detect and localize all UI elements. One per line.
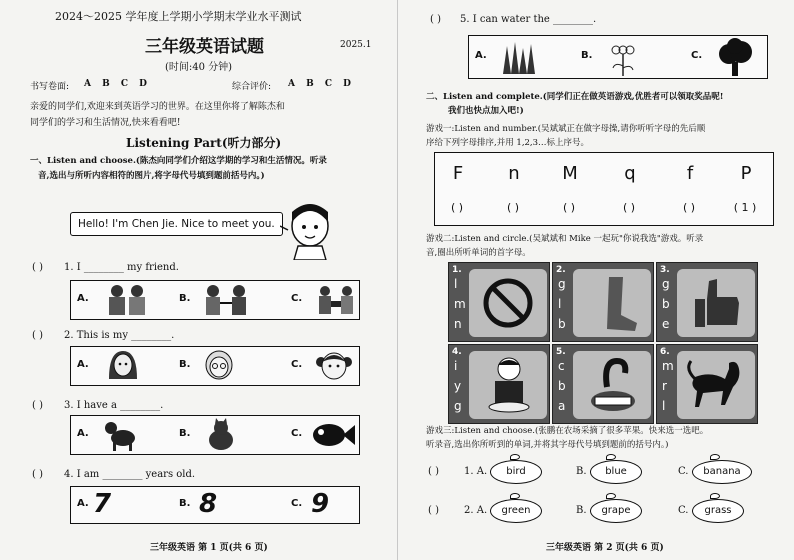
handwriting-grades: A B C D [84,79,147,89]
q2-option-b-label: B. [179,359,191,370]
q1-option-c-label: C. [291,293,303,304]
letter-5: f [686,163,694,184]
letter-2: n [508,163,520,184]
page-1-footer: 三年级英语 第 1 页(共 6 页) [150,543,268,553]
tile-6-letter-2[interactable]: r [662,379,667,393]
letter-6-order-paren[interactable]: ( 1 ) [733,201,757,214]
tile-5-number: 5. [556,347,566,357]
q3-option-a-label: A. [77,428,89,439]
q5-option-b-label: B. [581,50,593,61]
tile-3-letter-2[interactable]: b [662,297,670,311]
tile-4-number: 4. [452,347,462,357]
tile-4-letter-1[interactable]: i [454,359,458,373]
tile-5-letter-1[interactable]: c [558,359,565,373]
apple-q2-number: 2. A. [464,505,488,516]
apple-q1-option-a[interactable]: bird [490,460,542,484]
letter-4: q [624,163,636,184]
tile-1-number: 1. [452,265,462,275]
cat-icon [201,418,241,452]
letter-3: M [562,163,578,184]
tile-1-letter-3[interactable]: n [454,317,462,331]
tile-3-letter-1[interactable]: g [662,277,670,291]
exam-time: (时间:40 分钟) [165,62,233,73]
q2-stem: 2. This is my ________. [64,330,175,341]
letter-6: P [740,163,752,184]
overall-grades: A B C D [288,79,351,89]
letter-4-order-paren[interactable]: ( ) [622,201,636,214]
section-1-instruction-line-1: 一、Listen and choose.(陈杰向同学们介绍这学期的学习和生活情况。听录 [30,156,327,166]
exam-date: 2025.1 [340,40,372,50]
circle-tile-5 [552,344,654,424]
q3-option-c-label: C. [291,428,303,439]
overall-label: 综合评价: [232,82,272,92]
q1-answer-paren[interactable]: ( ) [32,262,43,273]
thumbs-up-icon [689,275,745,333]
tile-2-letter-3[interactable]: b [558,317,566,331]
exam-page-2 [397,0,794,560]
main-title: 三年级英语试题 [145,37,264,57]
q5-options-box [468,35,768,79]
two-friends-icon [103,283,153,317]
apple-q1-number: 1. A. [464,466,488,477]
section-2-instruction-line-1: 二、Listen and complete.(同学们正在做英语游戏,优胜者可以领取奖品呢! [426,92,724,102]
q1-option-b-label: B. [179,293,191,304]
apple-q2-option-c-label: C. [678,505,689,516]
q4-option-a-number: 7 [93,489,112,519]
children-playing-icon [315,283,359,317]
letter-2-order-paren[interactable]: ( ) [506,201,520,214]
tile-1-letter-2[interactable]: m [454,297,466,311]
mother-face-icon [105,349,141,383]
apple-q1-option-c[interactable]: banana [692,460,752,484]
q1-stem: 1. I ________ my friend. [64,262,179,273]
listening-heading: Listening Part(听力部分) [126,136,282,150]
section-2-instruction-line-2: 我们也快点加入吧!) [448,106,524,116]
q4-stem: 4. I am ________ years old. [64,469,196,480]
circle-tile-6 [656,344,758,424]
letter-order-table [434,152,774,226]
tile-2-number: 2. [556,265,566,275]
page-2-footer: 三年级英语 第 2 页(共 6 页) [546,543,664,553]
circle-tile-4 [448,344,550,424]
boy-eating-icon [483,355,535,415]
q5-option-a-label: A. [475,50,487,61]
apple-q1-option-b-label: B. [576,466,587,477]
q4-option-b-number: 8 [199,489,218,519]
game-2-instruction-line-2: 音,圈出所听单词的首字母。 [426,248,531,258]
grandmother-face-icon [201,349,237,383]
letter-1: F [452,163,464,184]
game-3-instruction-line-2: 听录音,选出你所听到的单词,并将其字母代号填到题前的括号内。) [426,440,669,450]
letter-1-order-paren[interactable]: ( ) [450,201,464,214]
tile-6-number: 6. [660,347,670,357]
tree-icon [715,38,755,78]
game-3-instruction-line-1: 游戏三:Listen and choose.(张鹏在农场采摘了很多苹果。快来选一选吧。 [426,426,709,436]
chen-jie-girl-icon [280,200,340,260]
exam-title: 2024～2025 学年度上学期小学期末学业水平测试 [55,10,302,23]
snake-in-basket-icon [585,357,641,415]
tile-5-letter-2[interactable]: b [558,379,566,393]
tile-4-letter-3[interactable]: g [454,399,462,413]
q4-option-c-label: C. [291,498,303,509]
apple-q2-option-c[interactable]: grass [692,499,744,523]
tile-2-letter-2[interactable]: l [558,297,562,311]
q5-option-c-label: C. [691,50,703,61]
circle-tile-1 [448,262,550,342]
apple-q2-option-b[interactable]: grape [590,499,642,523]
q3-stem: 3. I have a ________. [64,400,164,411]
tile-6-letter-3[interactable]: l [662,399,666,413]
sister-face-icon [315,348,353,384]
apple-q1-option-c-label: C. [678,466,689,477]
q2-options-box [70,346,360,386]
apple-q2-answer-paren[interactable]: ( ) [428,505,439,516]
q3-option-b-label: B. [179,428,191,439]
handwriting-label: 书写卷面: [30,82,70,92]
black-cat-icon [685,357,747,415]
q1-option-a-label: A. [77,293,89,304]
q1-options-box [70,280,360,320]
tile-6-letter-1[interactable]: m [662,359,674,373]
tile-5-letter-3[interactable]: a [558,399,566,413]
flower-icon [603,40,643,76]
circle-tile-2 [552,262,654,342]
tile-1-letter-1[interactable]: l [454,277,458,291]
q5-answer-paren[interactable]: ( ) [430,14,441,25]
fish-icon [309,420,357,450]
apple-q1-option-b[interactable]: blue [590,460,642,484]
q2-option-a-label: A. [77,359,89,370]
game-1-instruction-line-1: 游戏一:Listen and number.(吴斌斌正在做字母操,请你听听字母的先后顺 [426,124,706,134]
q4-options-box [70,486,360,524]
speech-bubble: Hello! I'm Chen Jie. Nice to meet you. [70,212,283,236]
tile-2-letter-1[interactable]: g [558,277,566,291]
q4-option-b-label: B. [179,498,191,509]
apple-q2-option-b-label: B. [576,505,587,516]
game-1-instruction-line-2: 序给下列字母排序,并用 1,2,3…标上序号。 [426,138,590,148]
leg-icon [583,275,641,333]
apple-q2-option-a[interactable]: green [490,499,542,523]
intro-line-2: 同学们的学习和生活情况,快来看看吧! [30,118,181,128]
intro-line-1: 亲爱的同学们,欢迎来到英语学习的世界。在这里你将了解陈杰和 [30,102,285,112]
boys-shaking-hands-icon [201,283,251,317]
q4-option-c-number: 9 [311,489,330,519]
q5-stem: 5. I can water the ________. [460,14,597,25]
letter-5-order-paren[interactable]: ( ) [682,201,696,214]
tile-4-letter-2[interactable]: y [454,379,462,393]
tile-3-letter-3[interactable]: e [662,317,670,331]
letter-3-order-paren[interactable]: ( ) [562,201,576,214]
no-sign-icon [481,276,535,330]
q2-option-c-label: C. [291,359,303,370]
q2-answer-paren[interactable]: ( ) [32,330,43,341]
section-1-instruction-line-2: 音,选出与所听内容相符的图片,将字母代号填到题前括号内。) [38,171,265,181]
apple-q1-answer-paren[interactable]: ( ) [428,466,439,477]
q3-options-box [70,415,360,455]
q4-option-a-label: A. [77,498,89,509]
circle-tile-3 [656,262,758,342]
q3-answer-paren[interactable]: ( ) [32,400,43,411]
game-2-instruction-line-1: 游戏二:Listen and circle.(吴斌斌和 Mike 一起玩"你说我选"游戏。听录 [426,234,704,244]
q4-answer-paren[interactable]: ( ) [32,469,43,480]
dog-icon [103,418,143,452]
tile-3-number: 3. [660,265,670,275]
grass-icon [499,40,539,76]
